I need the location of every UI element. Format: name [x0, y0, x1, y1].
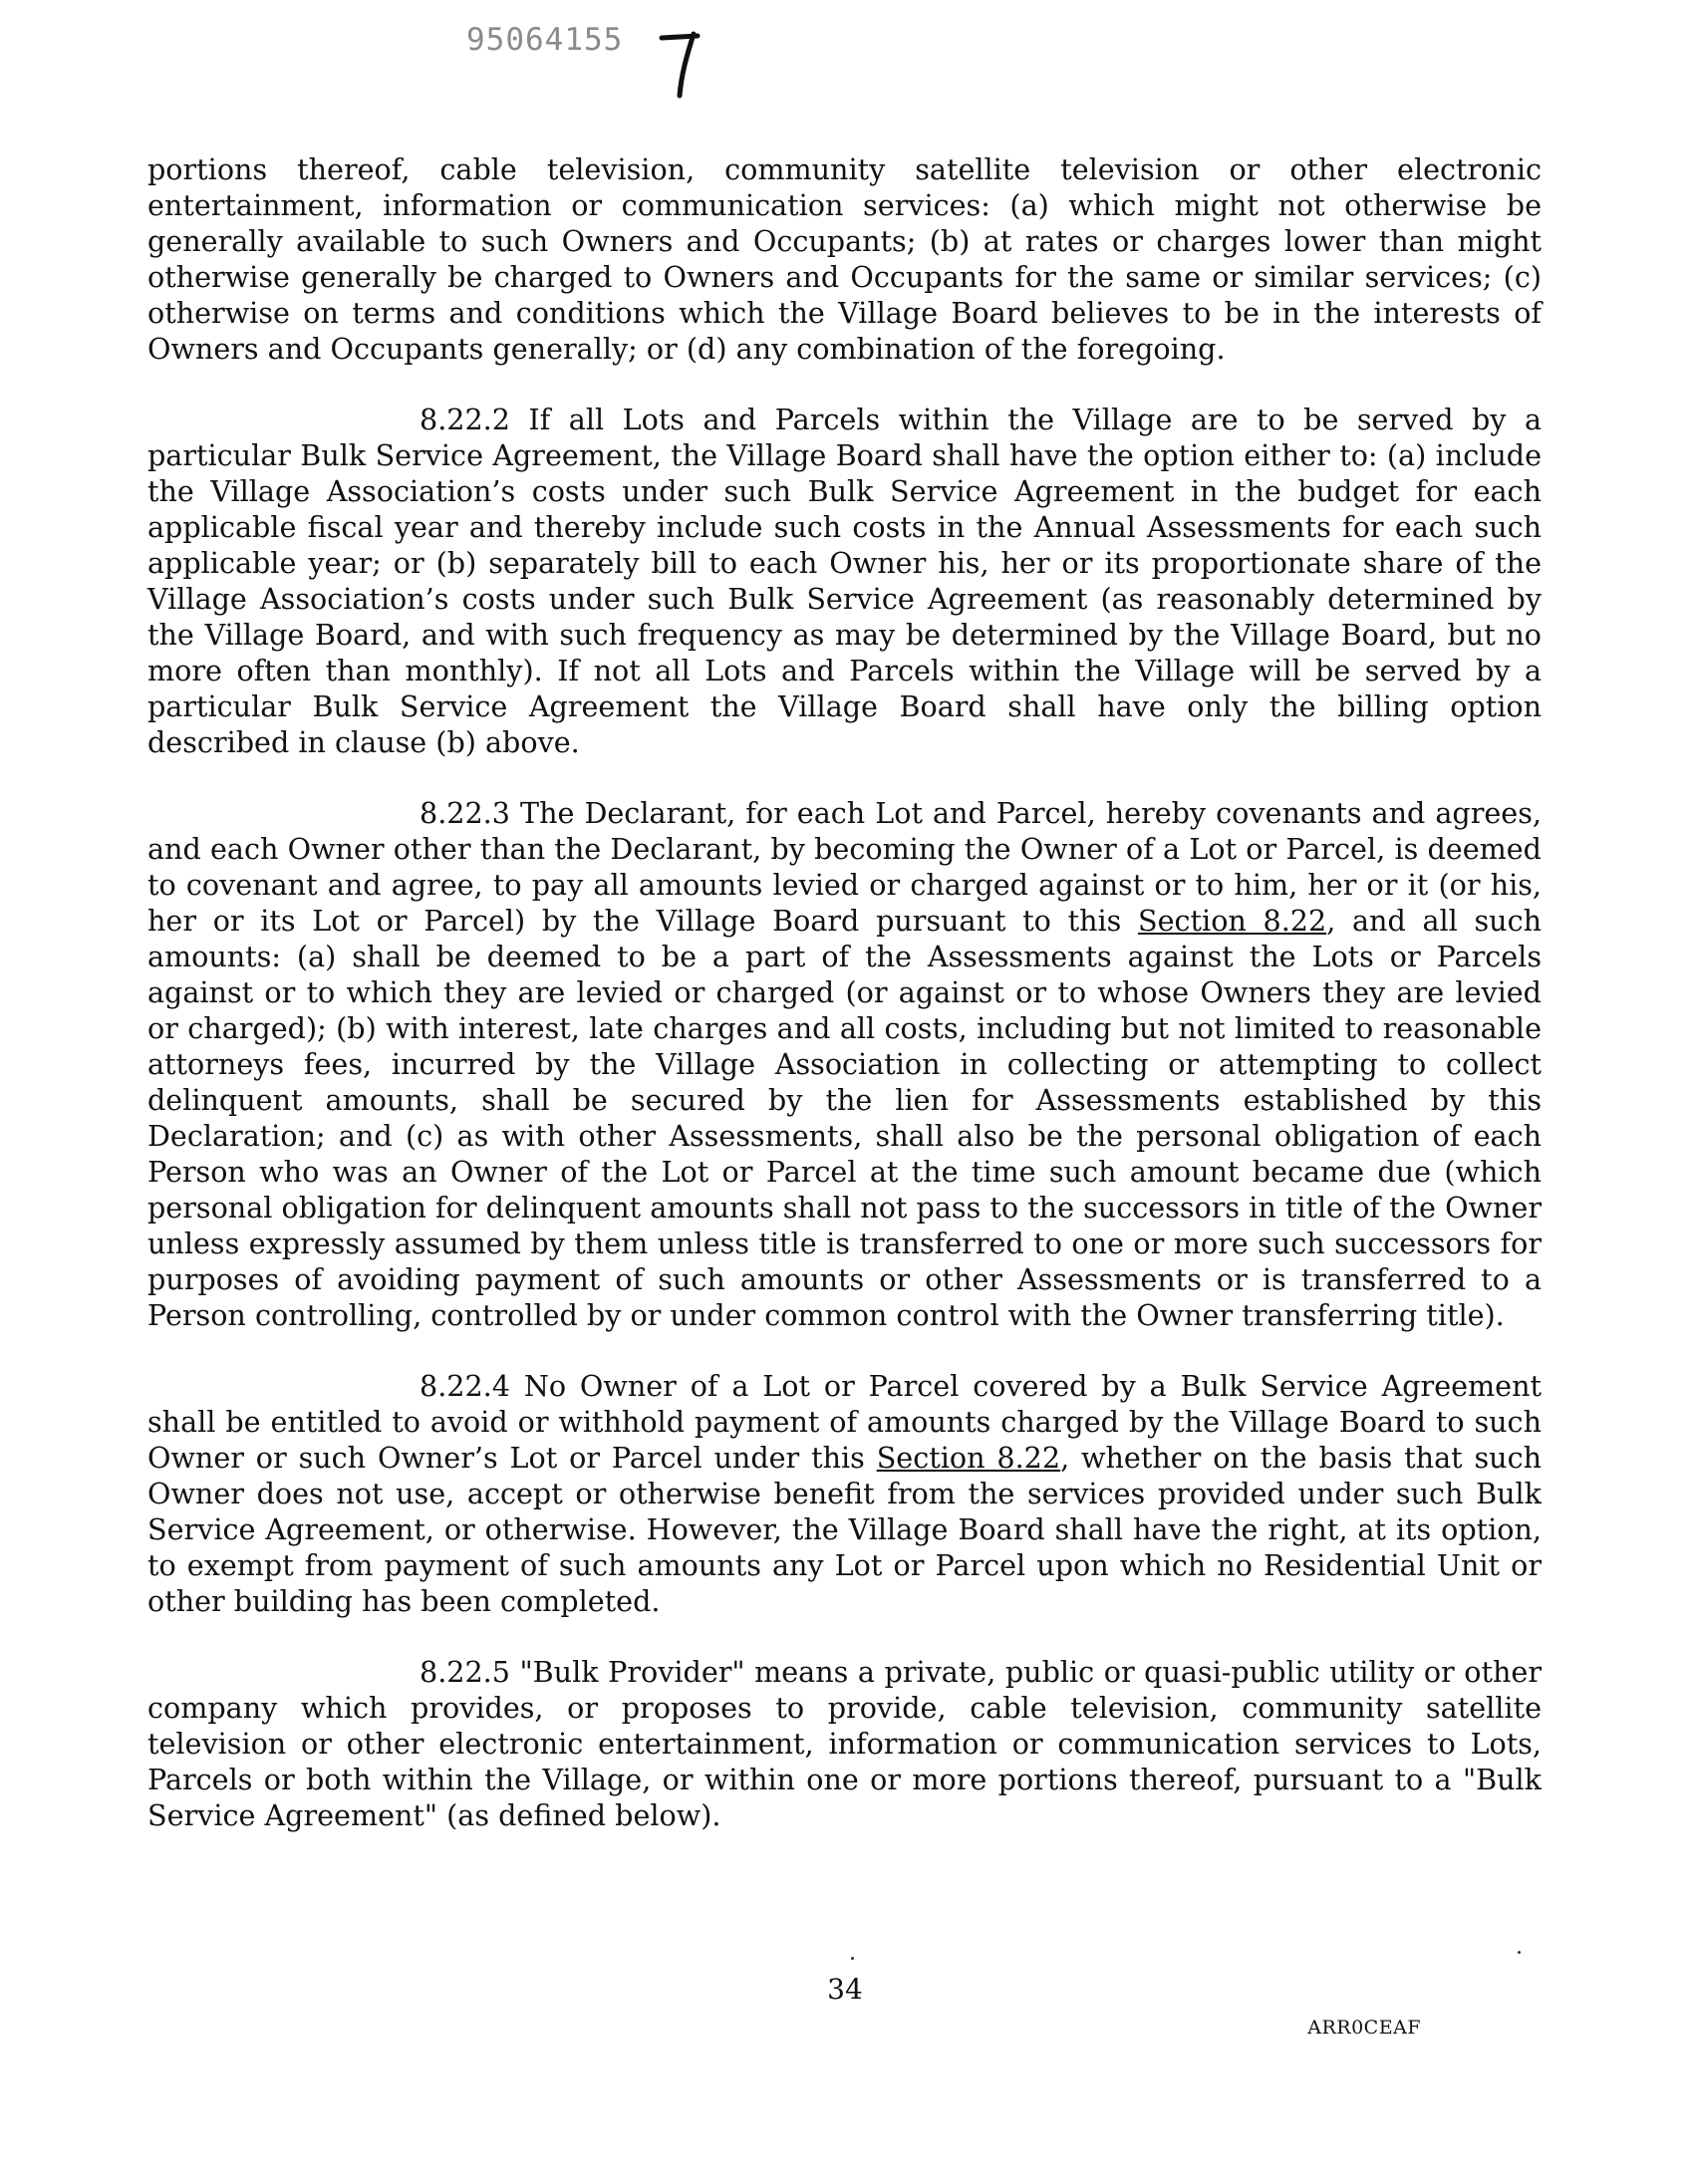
document-number: 95064155 [466, 22, 624, 58]
section-reference: Section 8.22 [1138, 904, 1327, 938]
footer-code: ARR0CEAF [1307, 2017, 1421, 2039]
page-number: 34 [827, 1973, 863, 2006]
paragraph-8-22-4 [147, 1368, 1542, 1619]
paragraph-8-22-2: 8.22.2 If all Lots and Parcels within the Village are to be served by a particular Bulk Service Agreement, the Village Board shall have the option either to: (a) include the Village Association’s costs under such Bulk Service Agreement in the budget for each applicable fiscal year and thereby include such costs in the Annual Assessments for each such applicable year; or (b) separately bill to each Owner his, her or its proportionate share of the Village Association’s costs under such Bulk Service Agreement (as reasonably determined by the Village Board, and with such frequency as may be determined by the Village Board, but no more often than monthly). If not all Lots and Parcels within the Village will be served by a particular Bulk Service Agreement the Village Board shall have only the billing option described in clause (b) above. [147, 403, 1542, 759]
scan-speck [851, 1957, 854, 1960]
scan-speck [1518, 1951, 1521, 1954]
paragraph-8-22-3 [147, 795, 1542, 1333]
paragraph-8-22-5: 8.22.5 "Bulk Provider" means a private, public or quasi-public utility or other company which provides, or proposes to provide, cable television, community satellite television or other electronic entertainment, information or communication services to Lots, Parcels or both within the Village, or within one or more portions thereof, pursuant to a "Bulk Service Agreement" (as defined below). [147, 1655, 1542, 1832]
paragraph-text: 8.22.3 The Declarant, for each Lot and Parcel, hereby covenants and agrees, and each Owner other than the Declarant, by becoming the Owner of a Lot or Parcel, is deemed to covenant and agree, to pay all amounts levied or charged against or to him, her or it (or his, her or its Lot or Parcel) by the Village Board pursuant to this [147, 796, 1542, 938]
paragraph-text: 8.22.4 No Owner of a Lot or Parcel covered by a Bulk Service Agreement shall be entitled to avoid or withhold payment of amounts charged by the Village Board to such Owner or such Owner’s Lot or Parcel under this [147, 1369, 1542, 1475]
document-body [147, 151, 1542, 1868]
section-reference: Section 8.22 [876, 1441, 1061, 1475]
paragraph-continuation: portions thereof, cable television, community satellite television or other electronic entertainment, information or communication services: (a) which might not otherwise be generally available to such Owners and Occupants; (b) at rates or charges lower than might otherwise generally be charged to Owners and Occupants for the same or similar services; (c) otherwise on terms and conditions which the Village Board believes to be in the interests of Owners and Occupants generally; or (d) any combination of the foregoing. [147, 152, 1542, 366]
paragraph-text: , and all such amounts: (a) shall be deemed to be a part of the Assessments against the Lots or Parcels against or to which they are levied or charged (or against or to whose Owners they are levied or charged); (b) with interest, late charges and all costs, including but not limited to reasonable attorneys fees, incurred by the Village Association in collecting or attempting to collect delinquent amounts, shall be secured by the lien for Assessments established by this Declaration; and (c) as with other Assessments, shall also be the personal obligation of each Person who was an Owner of the Lot or Parcel at the time such amount became due (which personal obligation for delinquent amounts shall not pass to the successors in title of the Owner unless expressly assumed by them unless title is transferred to one or more such successors for purposes of avoiding payment of such amounts or other Assessments or is transferred to a Person controlling, controlled by or under common control with the Owner transferring title). [147, 904, 1542, 1332]
paragraph-text: , whether on the basis that such Owner does not use, accept or otherwise benefit from the services provided under such Bulk Service Agreement, or otherwise. However, the Village Board shall have the right, at its option, to exempt from payment of such amounts any Lot or Parcel upon which no Residential Unit or other building has been completed. [147, 1441, 1543, 1618]
handwritten-mark-icon [658, 30, 704, 100]
